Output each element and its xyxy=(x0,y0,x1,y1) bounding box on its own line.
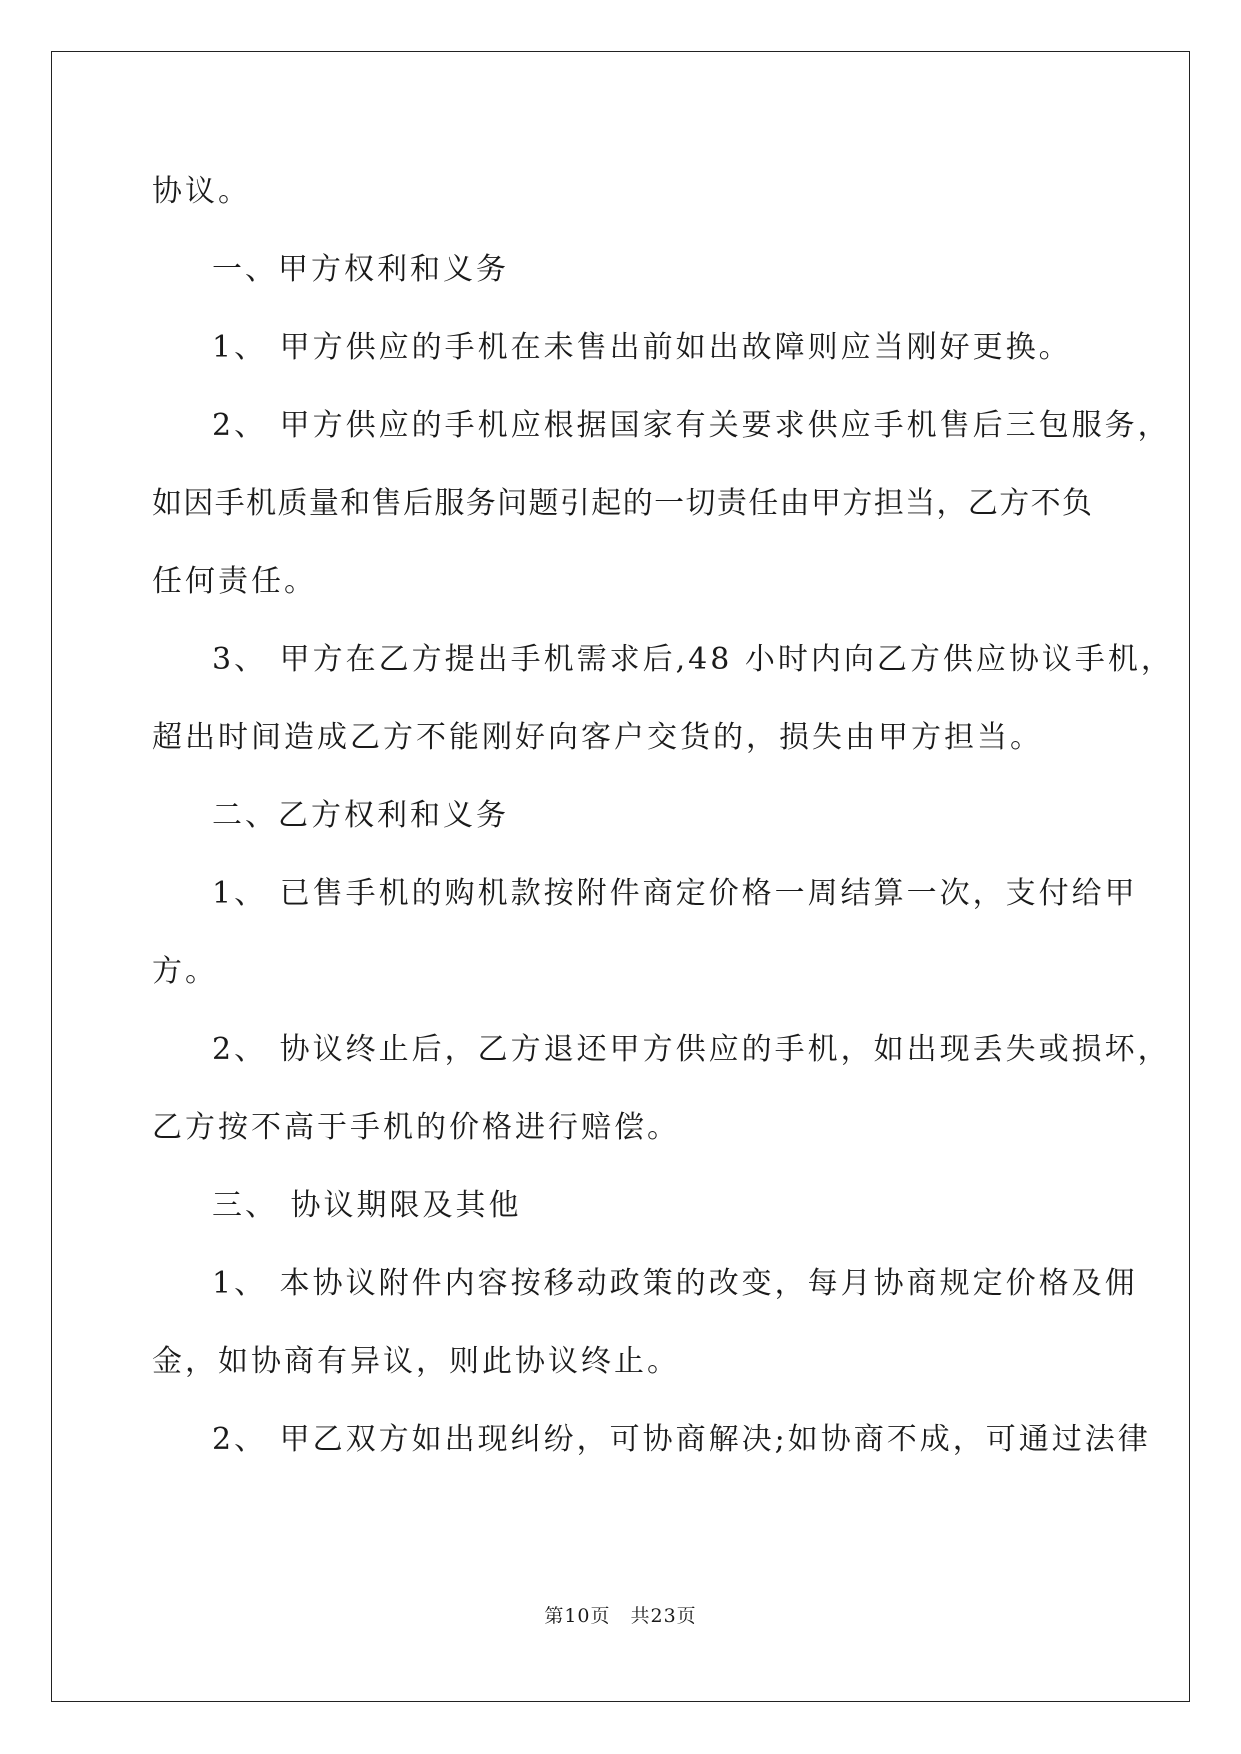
text-line: 金，如协商有异议，则此协议终止。 xyxy=(152,1344,680,1379)
text-line: 1、 甲方供应的手机在未售出前如出故障则应当刚好更换。 xyxy=(212,330,1072,365)
section-heading: 一、甲方权利和义务 xyxy=(212,252,509,287)
text-line: 如因手机质量和售后服务问题引起的一切责任由甲方担当，乙方不负 xyxy=(152,486,1092,521)
page-number-footer: 第10页 共23页 xyxy=(544,1605,697,1627)
text-line: 2、 甲方供应的手机应根据国家有关要求供应手机售后三包服务， xyxy=(212,408,1171,443)
text-line: 1、 本协议附件内容按移动政策的改变，每月协商规定价格及佣 xyxy=(212,1266,1138,1301)
text-line: 乙方按不高于手机的价格进行赔偿。 xyxy=(152,1110,680,1145)
text-line: 超出时间造成乙方不能刚好向客户交货的，损失由甲方担当。 xyxy=(152,720,1043,755)
text-line: 任何责任。 xyxy=(152,564,317,599)
text-line: 方。 xyxy=(152,954,218,989)
text-line: 2、 甲乙双方如出现纠纷，可协商解决;如协商不成，可通过法律 xyxy=(212,1422,1151,1457)
section-heading: 三、 协议期限及其他 xyxy=(212,1188,522,1223)
section-heading: 二、乙方权利和义务 xyxy=(212,798,509,833)
text-line: 协议。 xyxy=(152,174,251,209)
text-line: 1、 已售手机的购机款按附件商定价格一周结算一次，支付给甲 xyxy=(212,876,1138,911)
text-line: 2、 协议终止后，乙方退还甲方供应的手机，如出现丢失或损坏， xyxy=(212,1032,1171,1067)
text-line: 3、 甲方在乙方提出手机需求后,48 小时内向乙方供应协议手机， xyxy=(212,642,1174,677)
